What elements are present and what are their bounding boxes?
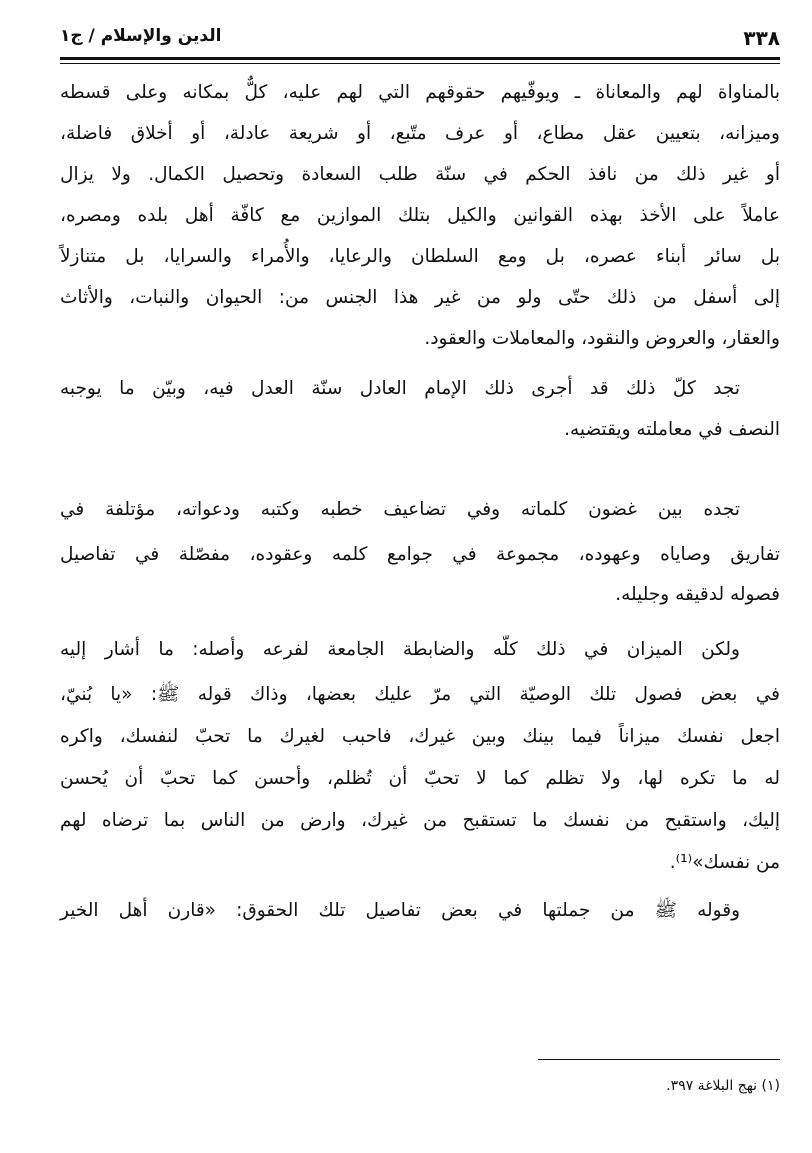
text-line: بالمناواة لهم والمعاناة ـ ويوفّيهم حقوقهم التي لهم عليه، كلٌّ بمكانه وعلى قسطه [60, 82, 780, 103]
text-line: إليك، واستقبح من نفسك ما تستقبح من غيرك، وارض من الناس بما ترضاه لهم [60, 810, 780, 831]
page-number: ٣٣٨ [743, 26, 780, 50]
text-line: له ما تكره لها، ولا تظلم كما لا تحبّ أن تُظلم، وأحسن كما تحبّ أن يُحسن [60, 768, 780, 789]
header-rule [60, 57, 780, 60]
text-line: النصف في معاملته ويقتضيه. [564, 419, 780, 440]
text-line: فصوله لدقيقه وجليله. [615, 584, 780, 605]
footnote: (١) نهج البلاغة ٣٩٧. [666, 1078, 780, 1094]
text-line: عاملاً على الأخذ بهذه القوانين والكيل بتلك الموازين مع كافّة أهل بلده ومصره، [60, 205, 780, 226]
text-line: تجده بين غضون كلماته وفي تضاعيف خطبه وكتبه ودعواته، مؤتلفة في [60, 499, 740, 520]
text-line: ولكن الميزان في ذلك كلّه والضابطة الجامعة لفرعه وأصله: ما أشار إليه [60, 639, 740, 660]
text-line: وقوله ﷺ من جملتها في بعض تفاصيل تلك الحقوق: «قارن أهل الخير [60, 900, 740, 921]
header-rule-thin [60, 63, 780, 64]
text-line: من نفسك»⁽¹⁾. [669, 852, 780, 873]
text-line: تجد كلّ ذلك قد أجرى ذلك الإمام العادل سنّة العدل فيه، وبيّن ما يوجبه [60, 378, 740, 399]
text-line: في بعض فصول تلك الوصيّة التي مرّ عليك بعضها، وذاك قوله ﷺ: «يا بُنيّ، [60, 684, 780, 705]
text-line: أو غير ذلك من نافذ الحكم في سنّة طلب السعادة وتحصيل الكمال. ولا يزال [60, 164, 780, 185]
text-line: بل سائر أبناء عصره، بل ومع السلطان والرعايا، والأُمراء والسرايا، بل متنازلاً [60, 246, 780, 267]
footnote-rule [538, 1059, 780, 1060]
running-title: الدين والإسلام / ج١ [60, 26, 222, 46]
text-line: وميزانه، بتعيين عقل مطاع، أو عرف متّبع، أو شريعة عادلة، أو أخلاق فاضلة، [60, 123, 780, 144]
text-line: اجعل نفسك ميزاناً فيما بينك وبين غيرك، فاحبب لغيرك ما تحبّ لنفسك، واكره [60, 726, 780, 747]
text-line: والعقار، والعروض والنقود، والمعاملات والعقود. [424, 328, 780, 349]
text-line: تفاريق وصاياه وعهوده، مجموعة في جوامع كلمه وعقوده، مفصّلة في تفاصيل [60, 544, 780, 565]
text-line: إلى أسفل من ذلك حتّى ولو من غير هذا الجنس من: الحيوان والنبات، والأثاث [60, 287, 780, 308]
